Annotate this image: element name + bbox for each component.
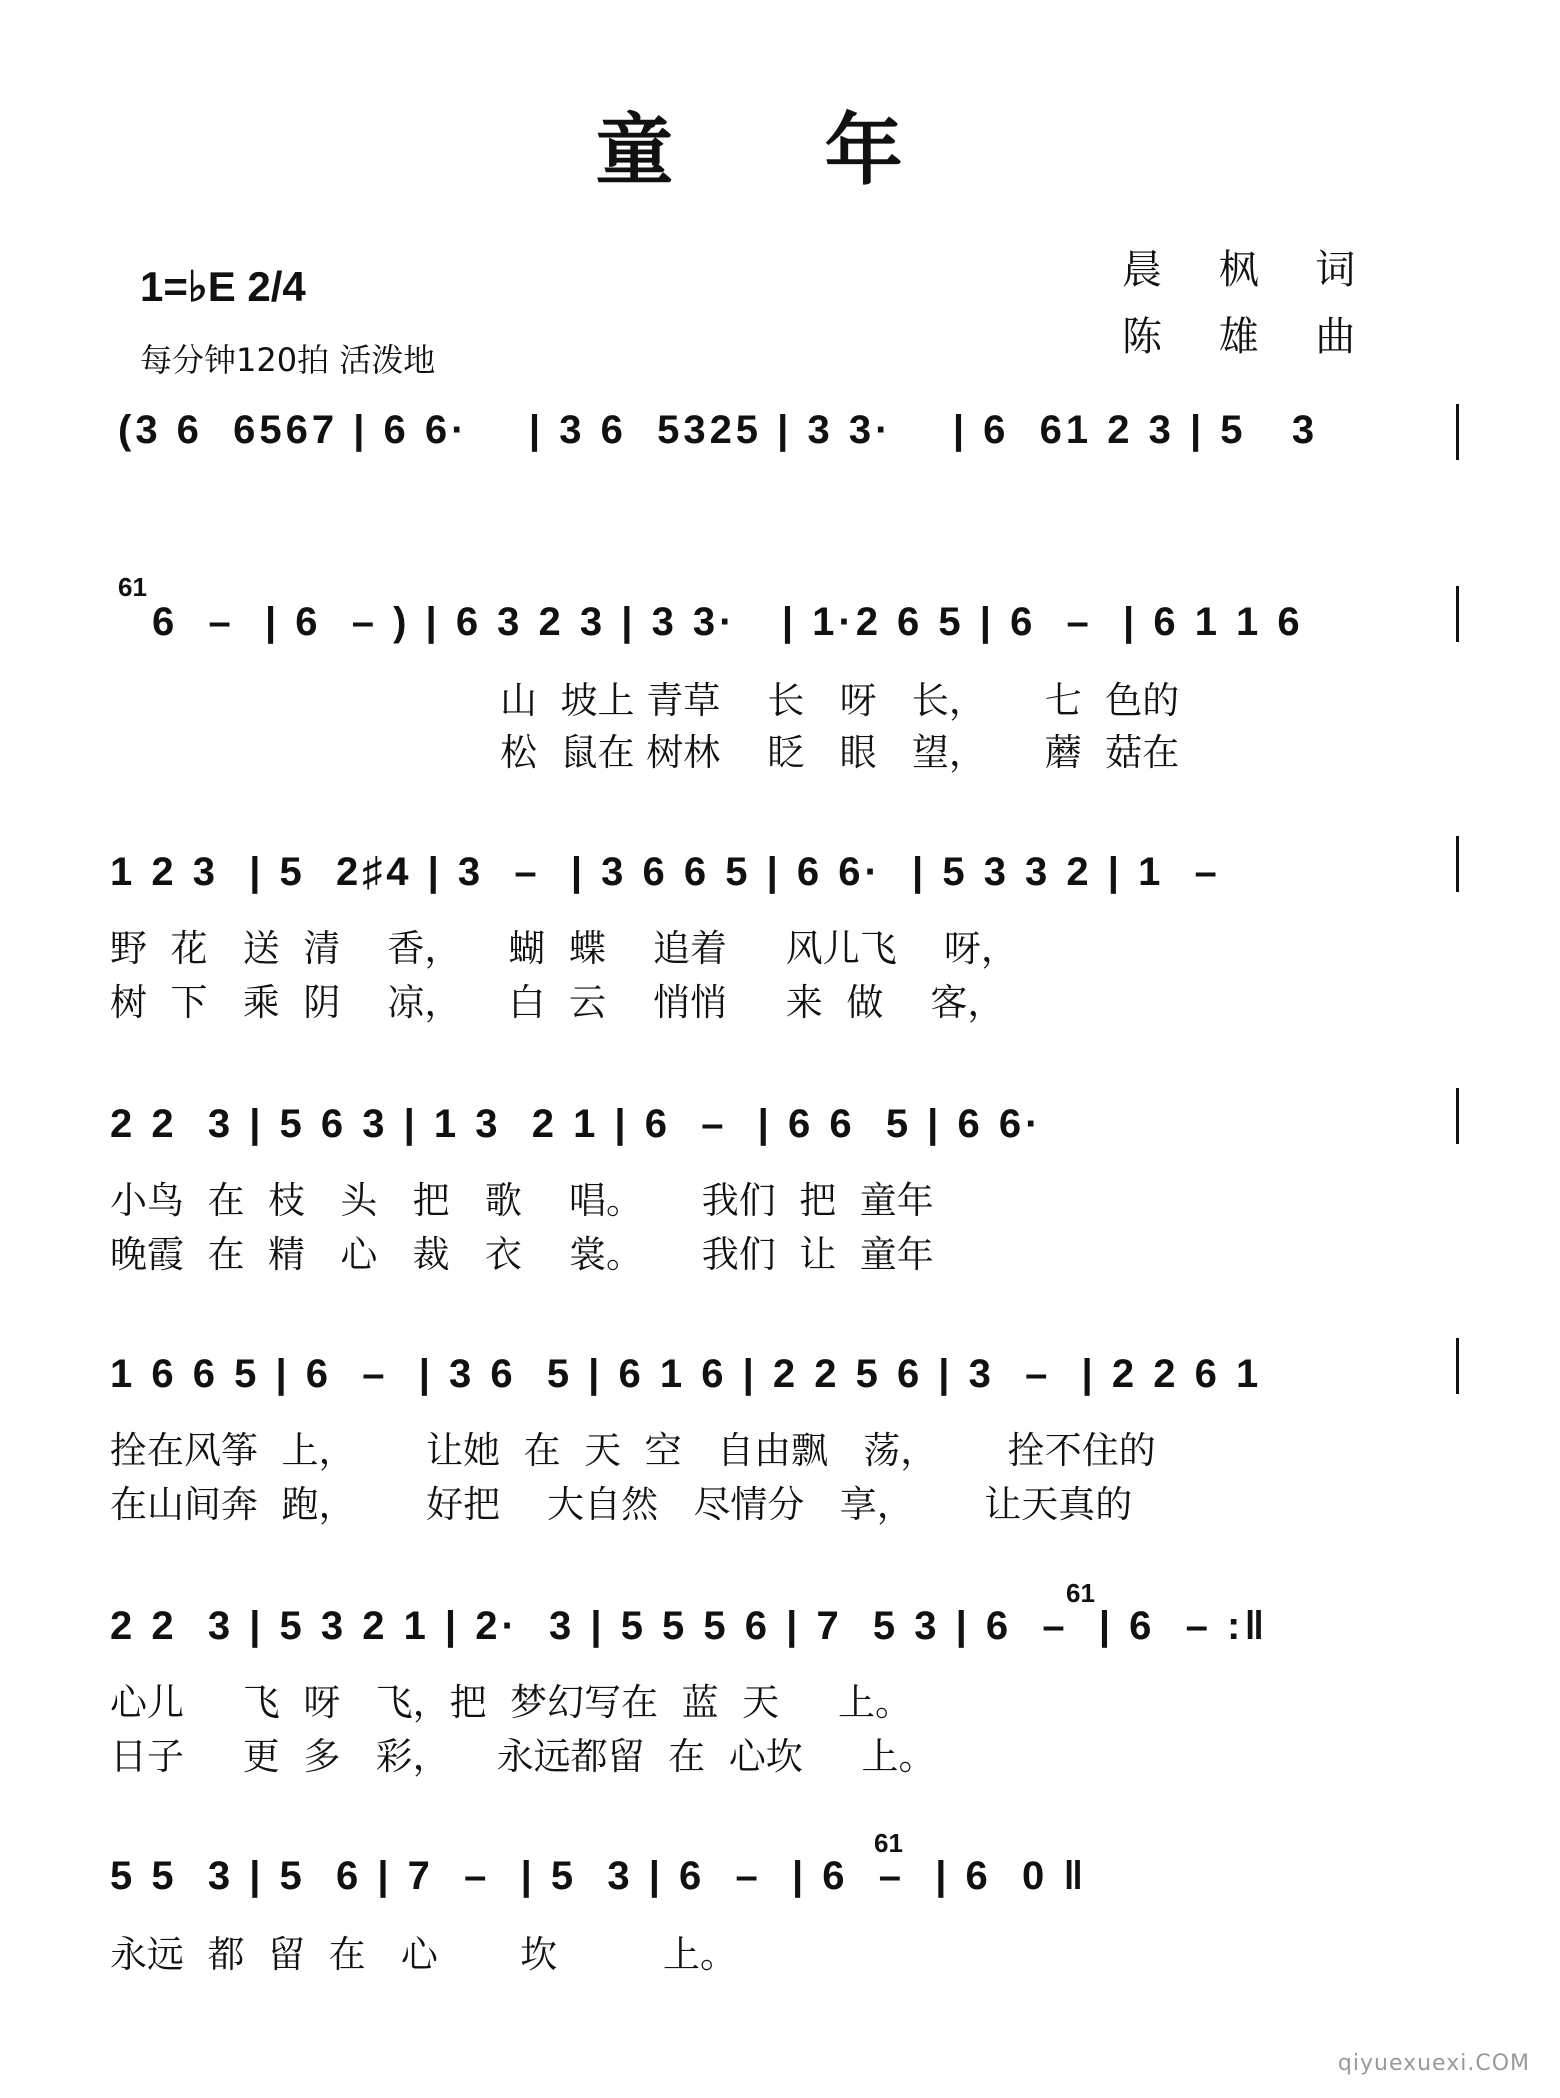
notation-row-7: 5 5 3 | 5 6 | 7 – | 5 3 | 6 – | 6 – | 6 0 ‖ <box>110 1854 1088 1898</box>
lyrics-row-2-verse-1: 山 坡上 青草 长 呀 长， 七 色的 <box>500 679 1180 722</box>
lyrics-row-6-verse-1: 心儿 飞 呀 飞，把 梦幻写在 蓝 天 上。 <box>110 1681 912 1724</box>
lyricist-credit: 晨 枫 词 <box>1122 247 1378 293</box>
notation-row-4: 2 2 3 | 5 6 3 | 1 3 2 1 | 6 – | 6 6 5 | 6 6· <box>110 1102 1043 1146</box>
lyrics-row-7-verse-1: 永远 都 留 在 心 坎 上。 <box>110 1933 738 1976</box>
watermark: qiyuexuexi.COM <box>1337 2051 1530 2076</box>
grace-note: 61 <box>118 572 147 602</box>
lyrics-row-6-verse-2: 日子 更 多 彩， 永远都留 在 心坎 上。 <box>110 1735 936 1778</box>
key-signature: 1=♭E 2/4 <box>140 263 306 310</box>
barline <box>1456 1088 1459 1144</box>
grace-note: 61 <box>874 1828 903 1858</box>
lyrics-row-5-verse-1: 拴在风筝 上， 让她 在 天 空 自由飘 荡， 拴不住的 <box>110 1429 1156 1472</box>
lyrics-row-3-verse-1: 野 花 送 清 香， 蝴 蝶 追着 风儿飞 呀， <box>110 927 1018 970</box>
lyrics-row-4-verse-2: 晚霞 在 精 心 裁 衣 裳。 我们 让 童年 <box>110 1233 934 1276</box>
notation-row-1: (3 6 6567 | 6 6· | 3 6 5325 | 3 3· | 6 61 2 3 | 5 3 <box>118 408 1319 452</box>
page-title: 童 年 <box>595 105 965 196</box>
barline <box>1456 586 1459 642</box>
lyrics-row-4-verse-1: 小鸟 在 枝 头 把 歌 唱。 我们 把 童年 <box>110 1179 934 1222</box>
barline <box>1456 836 1459 892</box>
lyrics-row-3-verse-2: 树 下 乘 阴 凉， 白 云 悄悄 来 做 客， <box>110 981 1005 1024</box>
notation-row-2: 6 – | 6 – ) | 6 3 2 3 | 3 3· | 1·2 6 5 | 6 – | 6 1 1 6 <box>152 600 1304 644</box>
barline <box>1456 1338 1459 1394</box>
composer-credit: 陈 雄 曲 <box>1122 314 1378 360</box>
notation-row-5: 1 6 6 5 | 6 – | 3 6 5 | 6 1 6 | 2 2 5 6 | 3 – | 2 2 6 1 <box>110 1352 1263 1396</box>
tempo-marking: 每分钟120拍 活泼地 <box>140 341 436 379</box>
lyrics-row-5-verse-2: 在山间奔 跑， 好把 大自然 尽情分 享， 让天真的 <box>110 1483 1133 1526</box>
lyrics-row-2-verse-2: 松 鼠在 树林 眨 眼 望， 蘑 菇在 <box>500 731 1180 774</box>
barline <box>1456 404 1459 460</box>
notation-row-3: 1 2 3 | 5 2♯4 | 3 – | 3 6 6 5 | 6 6· | 5 3 3 2 | 1 – <box>110 850 1221 894</box>
grace-note: 61 <box>1066 1578 1095 1608</box>
notation-row-6: 2 2 3 | 5 3 2 1 | 2· 3 | 5 5 5 6 | 7 5 3 | 6 – | 6 – :‖ <box>110 1604 1269 1648</box>
